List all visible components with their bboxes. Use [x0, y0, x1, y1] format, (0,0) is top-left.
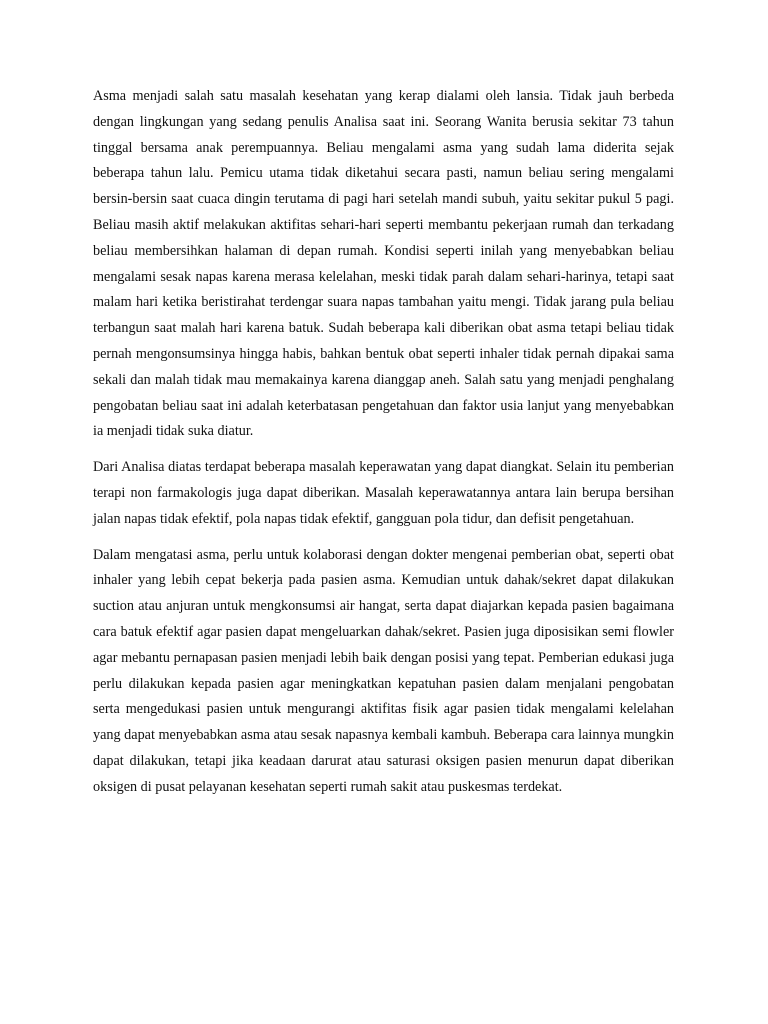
- paragraph-1: Asma menjadi salah satu masalah kesehatan yang kerap dialami oleh lansia. Tidak jauh berbeda dengan lingkungan yang sedang penulis Analisa saat ini. Seorang Wanita berusia sekitar 73 tahun tinggal bersama anak perempuannya. Beliau mengalami asma yang sudah lama diderita sejak beberapa tahun lalu. Pemicu utama tidak diketahui secara pasti, namun beliau sering mengalami bersin-bersin saat cuaca dingin terutama di pagi hari setelah mandi subuh, yaitu sekitar pukul 5 pagi. Beliau masih aktif melakukan aktifitas sehari-hari seperti membantu pekerjaan rumah dan terkadang beliau membersihkan halaman di depan rumah. Kondisi seperti inilah yang menyebabkan beliau mengalami sesak napas karena merasa kelelahan, meski tidak parah dalam sehari-harinya, tetapi saat malam hari ketika beristirahat terdengar suara napas tambahan yaitu mengi. Tidak jarang pula beliau terbangun saat malah hari karena batuk. Sudah beberapa kali diberikan obat asma tetapi beliau tidak pernah mengonsumsinya hingga habis, bahkan bentuk obat seperti inhaler tidak pernah dipakai sama sekali dan malah tidak mau memakainya karena dianggap aneh. Salah satu yang menjadi penghalang pengobatan beliau saat ini adalah keterbatasan pengetahuan dan faktor usia lanjut yang menyebabkan ia menjadi tidak suka diatur.: [93, 88, 674, 440]
- document-body: [93, 84, 674, 811]
- paragraph-2: Dari Analisa diatas terdapat beberapa masalah keperawatan yang dapat diangkat. Selain itu pemberian terapi non farmakologis juga dapat diberikan. Masalah keperawatannya antara lain berupa bersihan jalan napas tidak efektif, pola napas tidak efektif, gangguan pola tidur, dan defisit pengetahuan.: [93, 459, 674, 527]
- paragraph-3: Dalam mengatasi asma, perlu untuk kolaborasi dengan dokter mengenai pemberian obat, seperti obat inhaler yang lebih cepat bekerja pada pasien asma. Kemudian untuk dahak/sekret dapat dilakukan suction atau anjuran untuk mengkonsumsi air hangat, serta dapat diajarkan kepada pasien bagaimana cara batuk efektif agar pasien dapat mengeluarkan dahak/sekret. Pasien juga diposisikan semi flowler agar mebantu pernapasan pasien menjadi lebih baik dengan posisi yang tepat. Pemberian edukasi juga perlu dilakukan kepada pasien agar meningkatkan kepatuhan pasien dalam menjalani pengobatan serta mengedukasi pasien untuk mengurangi aktifitas fisik agar pasien tidak mengalami kelelahan yang dapat menyebabkan asma atau sesak napasnya kembali kambuh. Beberapa cara lainnya mungkin dapat dilakukan, tetapi jika keadaan darurat atau saturasi oksigen pasien menurun dapat diberikan oksigen di pusat pelayanan kesehatan seperti rumah sakit atau puskesmas terdekat.: [93, 546, 674, 795]
